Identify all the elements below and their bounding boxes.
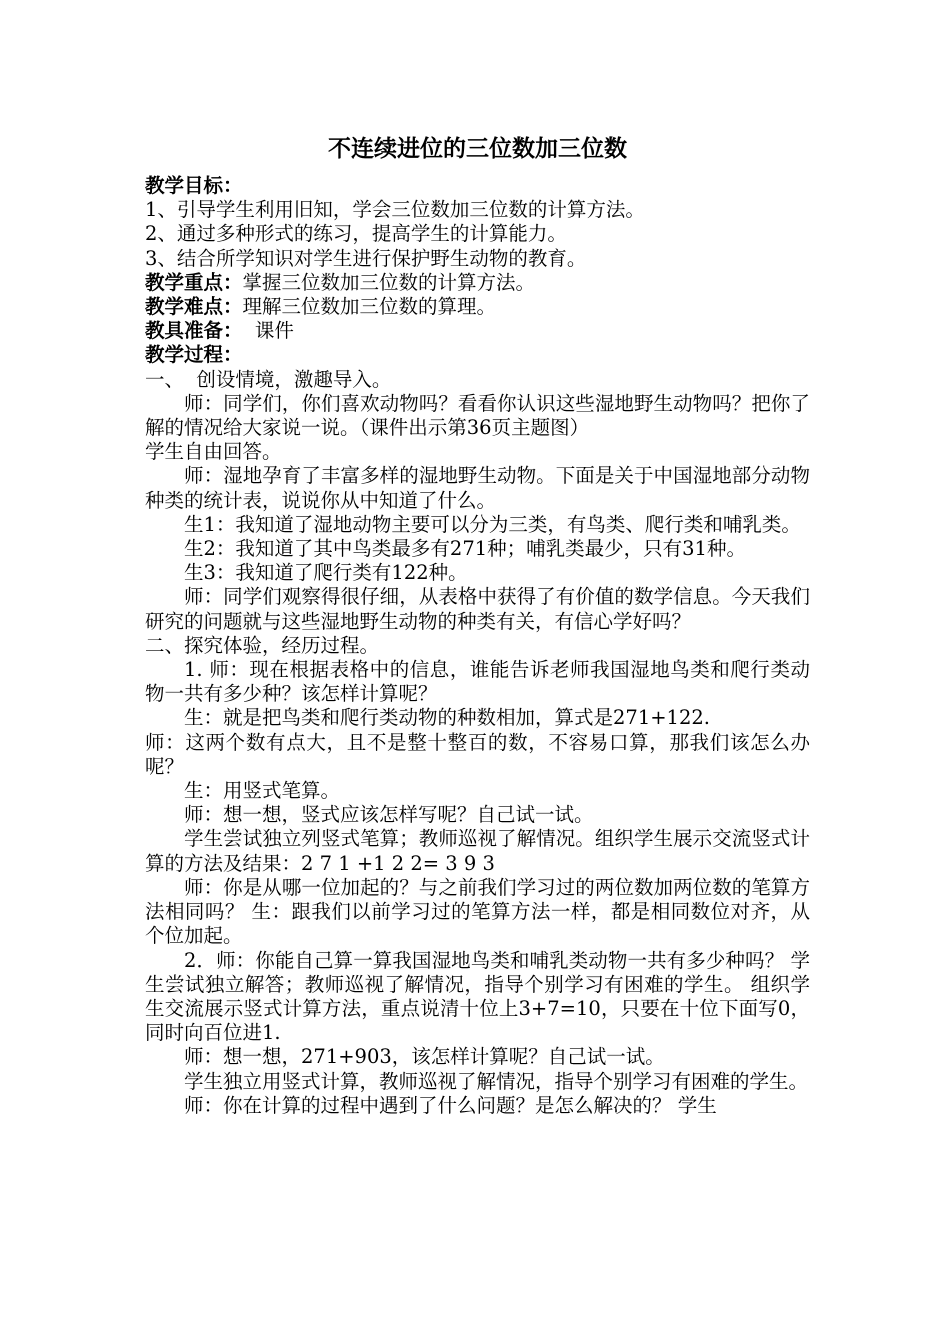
dialogue-paragraph: 师：你在计算的过程中遇到了什么问题？是怎么解决的？ 学生 [184, 1093, 717, 1117]
dialogue-paragraph: 生2：我知道了其中鸟类最多有271种；哺乳类最少，只有31种。 [184, 537, 746, 561]
dialogue-paragraph: 学生独立用竖式计算，教师巡视了解情况，指导个别学习有困难的学生。 [184, 1069, 809, 1093]
dialogue-paragraph: 学生自由回答。 [145, 440, 282, 464]
objective-item: 3、结合所学知识对学生进行保护野生动物的教育。 [145, 246, 587, 270]
document-title: 不连续进位的三位数加三位数 [328, 135, 627, 162]
dialogue-paragraph: 生：用竖式笔算。 [184, 779, 341, 803]
dialogue-paragraph: 生：就是把鸟类和爬行类动物的种数相加，算式是271+122. [184, 706, 710, 730]
dialogue-paragraph: 2．师：你能自己算一算我国湿地鸟类和哺乳类动物一共有多少种吗？ 学生尝试独立解答；教师巡视了解情况，指导个别学习有困难的学生。 组织学生交流展示竖式计算方法，重点说清十位上3+7=10，只要在十位下面写0，同时向百位进1. [145, 948, 810, 1045]
difficulty-row [145, 295, 810, 319]
dialogue-paragraph: 师：同学们观察得很仔细，从表格中获得了有价值的数学信息。今天我们研究的问题就与这些湿地野生动物的种类有关，有信心学好吗？ [145, 585, 810, 633]
dialogue-paragraph: 师：这两个数有点大，且不是整十整百的数，不容易口算，那我们该怎么办呢？ [145, 730, 810, 778]
dialogue-paragraph: 生3：我知道了爬行类有122种。 [184, 561, 468, 585]
dialogue-paragraph: 学生尝试独立列竖式笔算；教师巡视了解情况。组织学生展示交流竖式计算的方法及结果：2 7 1 +1 2 2= 3 9 3 [145, 827, 810, 875]
dialogue-paragraph: 生1：我知道了湿地动物主要可以分为三类，有鸟类、爬行类和哺乳类。 [184, 512, 801, 536]
section-heading: 二、探究体验，经历过程。 [145, 633, 380, 657]
key-point-row [145, 271, 810, 295]
materials-label: 教具准备： [145, 319, 243, 343]
key-point-text: 掌握三位数加三位数的计算方法。 [242, 270, 536, 294]
objectives-label: 教学目标： [145, 174, 243, 197]
difficulty-label: 教学难点： [145, 295, 243, 319]
objective-item: 2、通过多种形式的练习，提高学生的计算能力。 [145, 222, 567, 246]
section-heading: 一、 创设情境，激趣导入。 [145, 367, 392, 391]
materials-text: 课件 [242, 319, 294, 343]
difficulty-text: 理解三位数加三位数的算理。 [242, 295, 497, 319]
materials-row [145, 319, 810, 343]
dialogue-paragraph: 师：同学们，你们喜欢动物吗？看看你认识这些湿地野生动物吗？把你了解的情况给大家说一说。（课件出示第36页主题图） [145, 391, 810, 440]
objective-item: 1、引导学生利用旧知，学会三位数加三位数的计算方法。 [145, 198, 645, 222]
document-body [145, 134, 810, 1118]
dialogue-paragraph: 师：你是从哪一位加起的？与之前我们学习过的两位数加两位数的笔算方法相同吗？ 生：跟我们以前学习过的笔算方法一样，都是相同数位对齐，从个位加起。 [145, 875, 810, 948]
dialogue-paragraph: 1. 师：现在根据表格中的信息，谁能告诉老师我国湿地鸟类和爬行类动物一共有多少种？该怎样计算呢？ [145, 658, 810, 706]
dialogue-paragraph: 师：湿地孕育了丰富多样的湿地野生动物。下面是关于中国湿地部分动物种类的统计表，说说你从中知道了什么。 [145, 464, 810, 512]
dialogue-paragraph: 师：想一想，271+903，该怎样计算呢？自己试一试。 [184, 1045, 665, 1069]
dialogue-paragraph: 师：想一想，竖式应该怎样写呢？自己试一试。 [184, 803, 594, 827]
key-point-label: 教学重点： [145, 270, 243, 294]
process-label: 教学过程： [145, 343, 243, 367]
